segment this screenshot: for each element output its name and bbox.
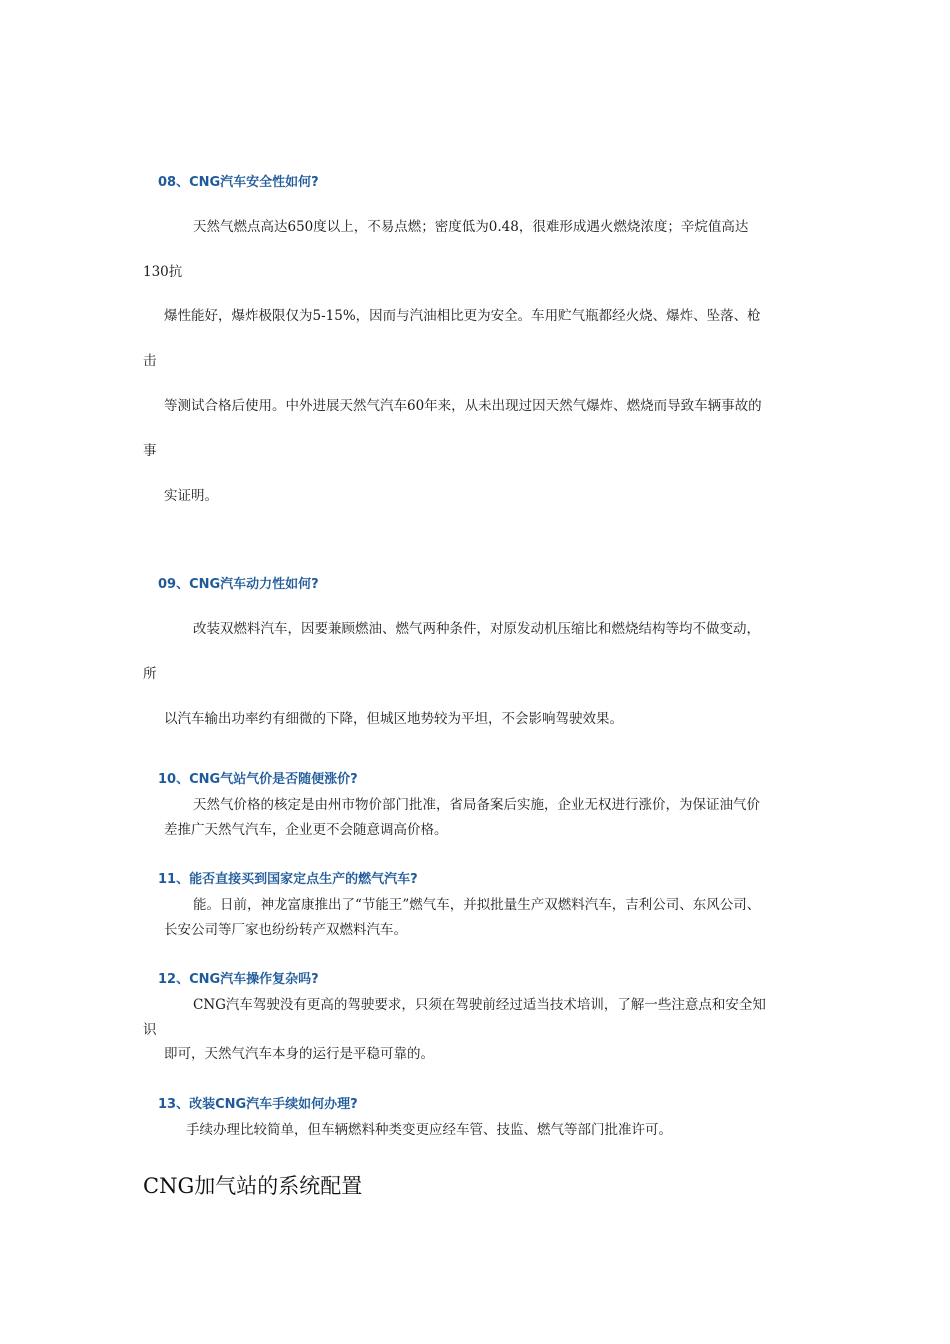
section-08-line-5: 等测试合格后使用。中外进展天然气汽车60年来，从未出现过因天然气爆炸、燃烧而导致车辆事故的 — [164, 398, 762, 414]
section-11-line-2: 长安公司等厂家也纷纷转产双燃料汽车。 — [164, 922, 407, 938]
section-title-12: 12、CNG汽车操作复杂吗? — [158, 972, 319, 987]
section-08-line-3: 爆性能好，爆炸极限仅为5-15%，因而与汽油相比更为安全。车用贮气瓶都经火烧、爆炸、坠落、枪 — [164, 308, 761, 324]
section-13-line-1: 手续办理比较简单，但车辆燃料种类变更应经车管、技监、燃气等部门批准许可。 — [186, 1122, 672, 1138]
section-08-line-1: 天然气燃点高达650度以上，不易点燃；密度低为0.48，很难形成遇火燃烧浓度；辛烷值高达 — [193, 219, 749, 235]
section-10-line-2: 差推广天然气汽车，企业更不会随意调高价格。 — [164, 822, 448, 838]
section-09-line-1: 改装双燃料汽车，因要兼顾燃油、燃气两种条件，对原发动机压缩比和燃烧结构等均不做变动， — [193, 621, 760, 637]
section-title-11: 11、能否直接买到国家定点生产的燃气汽车? — [158, 872, 418, 887]
section-12-line-3: 即可，天然气汽车本身的运行是平稳可靠的。 — [164, 1046, 434, 1062]
section-09-line-3: 以汽车输出功率约有细微的下降，但城区地势较为平坦，不会影响驾驶效果。 — [164, 711, 623, 727]
section-11-line-1: 能。日前，神龙富康推出了“节能王”燃气车，并拟批量生产双燃料汽车，吉利公司、东风公司、 — [193, 897, 761, 913]
section-title-13: 13、改装CNG汽车手续如何办理? — [158, 1097, 358, 1112]
section-10-line-1: 天然气价格的核定是由州市物价部门批准，省局备案后实施，企业无权进行涨价，为保证油气价 — [193, 797, 760, 813]
section-title-08: 08、CNG汽车安全性如何? — [158, 175, 319, 190]
section-09-line-2: 所 — [143, 666, 157, 682]
section-08-line-2: 130抗 — [143, 264, 183, 280]
section-12-line-1: CNG汽车驾驶没有更高的驾驶要求，只须在驾驶前经过适当技术培训，了解一些注意点和安全知 — [193, 997, 766, 1013]
section-title-09: 09、CNG汽车动力性如何? — [158, 577, 319, 592]
section-12-line-2: 识 — [143, 1022, 157, 1038]
section-08-line-7: 实证明。 — [164, 488, 218, 504]
section-heading: CNG加气站的系统配置 — [143, 1174, 363, 1198]
section-title-10: 10、CNG气站气价是否随便涨价? — [158, 772, 358, 787]
section-08-line-4: 击 — [143, 353, 157, 369]
section-08-line-6: 事 — [143, 443, 157, 459]
